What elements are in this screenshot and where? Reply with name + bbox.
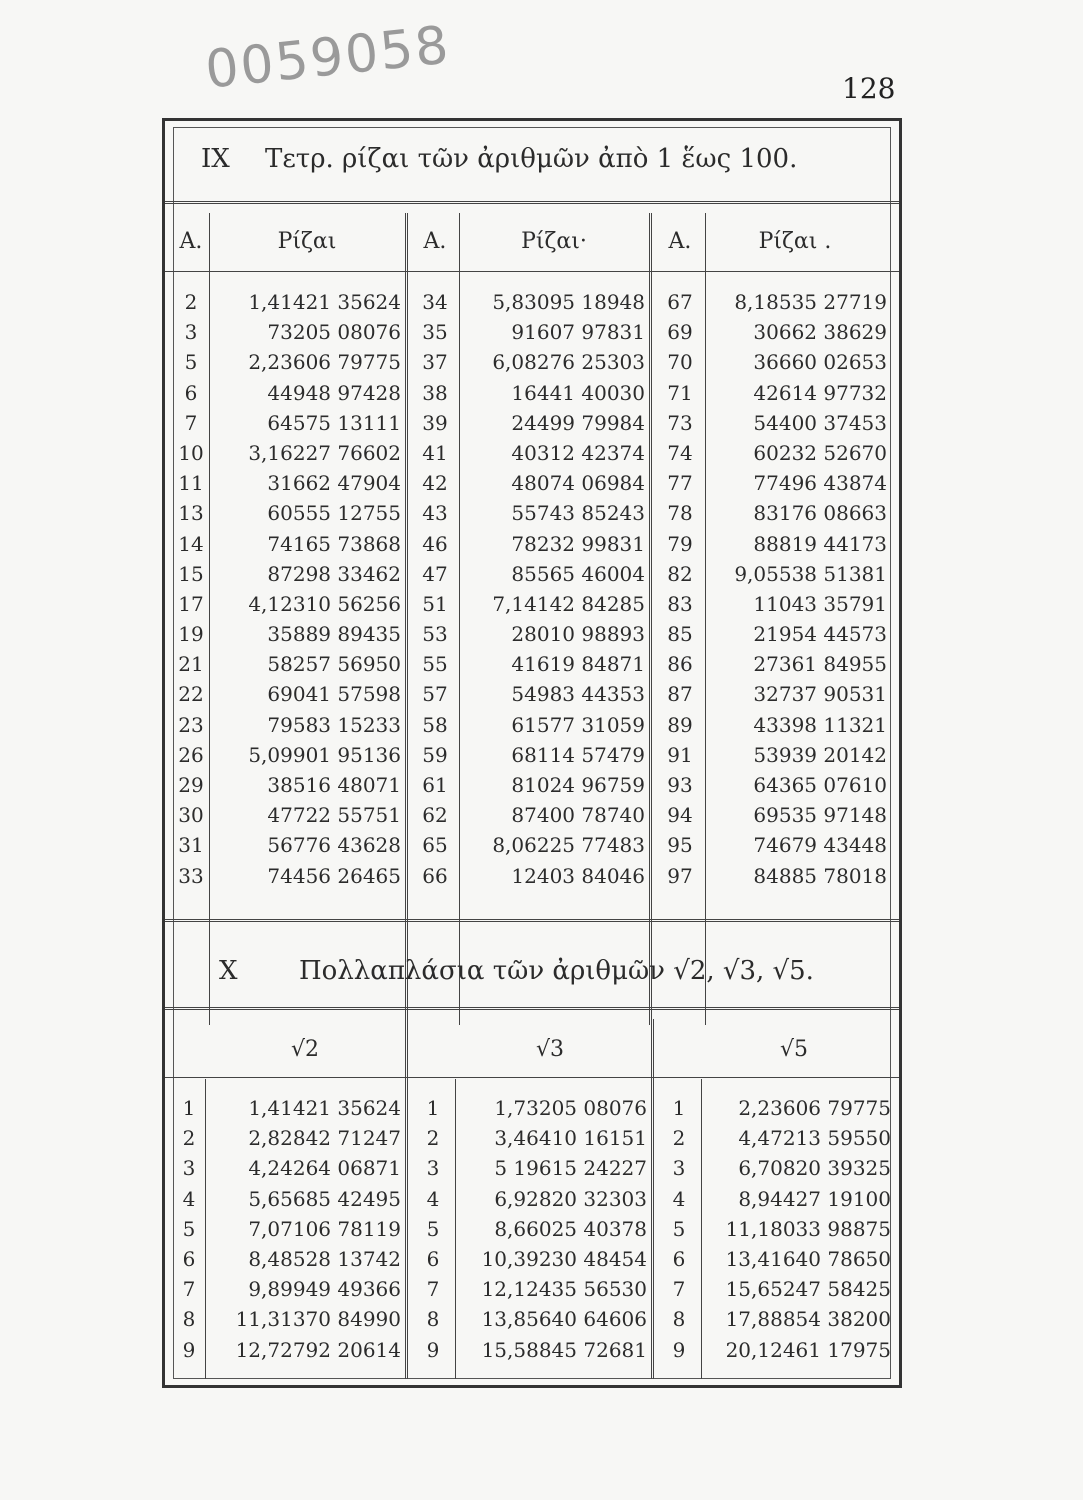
multiplier-cell: 5 (426, 1216, 440, 1241)
root-cell: 91607 97831 (511, 320, 645, 345)
root-cell: 2,23606 79775 (248, 350, 401, 375)
number-cell: 7 (184, 410, 198, 435)
number-cell: 22 (178, 682, 204, 707)
number-cell: 67 (667, 290, 693, 314)
table-x-header-sqrt3: √3 (535, 1037, 564, 1062)
table-ix-numbers-col-3 (655, 287, 705, 891)
root-cell: 6,08276 25303 (492, 350, 645, 375)
multiplier-cell: 6 (182, 1246, 196, 1271)
table-x-multipliers-col-3 (657, 1093, 701, 1365)
table-x-title: Πολλαπλάσια τῶν ἀριθμῶν √2, √3, √5. (299, 956, 814, 986)
sqrt2-cell: 9,89949 49366 (248, 1277, 401, 1302)
number-cell: 82 (667, 561, 693, 586)
root-cell: 16441 40030 (511, 380, 645, 405)
sqrt5-cell: 2,23606 79775 (738, 1096, 891, 1120)
number-cell: 58 (422, 712, 448, 737)
root-cell: 5,83095 18948 (492, 290, 645, 314)
table-x-rule (455, 1079, 456, 1379)
root-cell: 85565 46004 (511, 561, 645, 586)
root-cell: 44948 97428 (267, 380, 401, 405)
multiplier-cell: 5 (182, 1216, 196, 1241)
root-cell: 68114 57479 (511, 742, 645, 767)
root-cell: 83176 08663 (753, 501, 887, 526)
root-cell: 3,16227 76602 (248, 440, 401, 465)
sqrt2-cell: 4,24264 06871 (248, 1156, 401, 1181)
table-ix-header-a-3: Α. (668, 229, 692, 254)
root-cell: 27361 84955 (753, 652, 887, 677)
sqrt3-cell: 3,46410 16151 (494, 1126, 647, 1151)
number-cell: 51 (422, 591, 448, 616)
multiplier-cell: 3 (426, 1156, 440, 1181)
number-cell: 66 (422, 863, 448, 888)
number-cell: 34 (422, 290, 448, 314)
table-ix-double-rule (649, 213, 652, 1025)
sqrt5-cell: 6,70820 39325 (738, 1156, 891, 1181)
number-cell: 6 (184, 380, 198, 405)
number-cell: 33 (178, 863, 204, 888)
root-cell: 61577 31059 (511, 712, 645, 737)
root-cell: 74165 73868 (267, 531, 401, 556)
root-cell: 40312 42374 (511, 440, 645, 465)
multiplier-cell: 1 (182, 1096, 196, 1120)
root-cell: 55743 85243 (511, 501, 645, 526)
table-ix-roots-col-1 (215, 287, 401, 891)
root-cell: 9,05538 51381 (734, 561, 887, 586)
multiplier-cell: 1 (426, 1096, 440, 1120)
number-cell: 91 (667, 742, 693, 767)
table-ix-title-divider (165, 201, 899, 204)
number-cell: 13 (178, 501, 204, 526)
root-cell: 60555 12755 (267, 501, 401, 526)
sqrt3-cell: 10,39230 48454 (481, 1246, 647, 1271)
root-cell: 5,09901 95136 (248, 742, 401, 767)
table-x-number: X (219, 956, 238, 986)
number-cell: 69 (667, 320, 693, 345)
root-cell: 87298 33462 (267, 561, 401, 586)
multiplier-cell: 6 (672, 1246, 686, 1271)
root-cell: 12403 84046 (511, 863, 645, 888)
number-cell: 2 (184, 290, 198, 314)
root-cell: 30662 38629 (753, 320, 887, 345)
table-x-title-row (179, 949, 889, 993)
multiplier-cell: 7 (182, 1277, 196, 1302)
table-x-rule (205, 1079, 206, 1379)
number-cell: 86 (667, 652, 693, 677)
root-cell: 64365 07610 (753, 773, 887, 797)
sqrt2-cell: 2,82842 71247 (248, 1126, 401, 1151)
root-cell: 77496 43874 (753, 471, 887, 496)
number-cell: 41 (422, 440, 448, 465)
number-cell: 55 (422, 652, 448, 677)
table-x-sqrt2-col (211, 1093, 401, 1365)
root-cell: 64575 13111 (267, 410, 401, 435)
number-cell: 29 (178, 773, 204, 797)
root-cell: 8,18535 27719 (734, 290, 887, 314)
handwritten-note: 0059058 (202, 15, 454, 101)
sqrt3-cell: 15,58845 72681 (481, 1337, 647, 1362)
number-cell: 94 (667, 803, 693, 828)
sqrt5-cell: 17,88854 38200 (725, 1307, 891, 1332)
root-cell: 31662 47904 (267, 471, 401, 496)
number-cell: 61 (422, 773, 448, 797)
multiplier-cell: 8 (672, 1307, 686, 1332)
root-cell: 78232 99831 (511, 531, 645, 556)
multiplier-cell: 9 (182, 1337, 196, 1362)
root-cell: 87400 78740 (511, 803, 645, 828)
number-cell: 23 (178, 712, 204, 737)
multiplier-cell: 4 (672, 1186, 686, 1211)
root-cell: 47722 55751 (267, 803, 401, 828)
number-cell: 47 (422, 561, 448, 586)
number-cell: 74 (667, 440, 693, 465)
root-cell: 54983 44353 (511, 682, 645, 707)
root-cell: 32737 90531 (753, 682, 887, 707)
sqrt3-cell: 6,92820 32303 (494, 1186, 647, 1211)
number-cell: 43 (422, 501, 448, 526)
multiplier-cell: 3 (182, 1156, 196, 1181)
number-cell: 62 (422, 803, 448, 828)
multiplier-cell: 9 (672, 1337, 686, 1362)
number-cell: 11 (178, 471, 204, 496)
multiplier-cell: 2 (672, 1126, 686, 1151)
table-x-sqrt5-col (707, 1093, 891, 1365)
number-cell: 10 (178, 440, 204, 465)
number-cell: 37 (422, 350, 448, 375)
sqrt2-cell: 11,31370 84990 (235, 1307, 401, 1332)
number-cell: 87 (667, 682, 693, 707)
table-x-double-rule (405, 1019, 408, 1379)
multiplier-cell: 1 (672, 1096, 686, 1120)
table-x-header-divider (165, 1077, 899, 1078)
root-cell: 54400 37453 (753, 410, 887, 435)
table-ix-header-a-2: Α. (423, 229, 447, 254)
sqrt3-cell: 1,73205 08076 (494, 1096, 647, 1120)
number-cell: 5 (184, 350, 198, 375)
root-cell: 8,06225 77483 (492, 833, 645, 858)
number-cell: 73 (667, 410, 693, 435)
table-ix-title-row (179, 137, 889, 181)
multiplier-cell: 8 (426, 1307, 440, 1332)
root-cell: 21954 44573 (753, 622, 887, 647)
table-ix-number: IX (201, 144, 230, 174)
number-cell: 35 (422, 320, 448, 345)
number-cell: 83 (667, 591, 693, 616)
root-cell: 56776 43628 (267, 833, 401, 858)
root-cell: 48074 06984 (511, 471, 645, 496)
number-cell: 31 (178, 833, 204, 858)
number-cell: 79 (667, 531, 693, 556)
multiplier-cell: 7 (426, 1277, 440, 1302)
root-cell: 42614 97732 (753, 380, 887, 405)
multiplier-cell: 5 (672, 1216, 686, 1241)
multiplier-cell: 4 (182, 1186, 196, 1211)
sqrt5-cell: 8,94427 19100 (738, 1186, 891, 1211)
number-cell: 65 (422, 833, 448, 858)
root-cell: 73205 08076 (267, 320, 401, 345)
number-cell: 78 (667, 501, 693, 526)
number-cell: 38 (422, 380, 448, 405)
number-cell: 85 (667, 622, 693, 647)
number-cell: 26 (178, 742, 204, 767)
sqrt3-cell: 13,85640 64606 (481, 1307, 647, 1332)
sqrt3-cell: 12,12435 56530 (481, 1277, 647, 1302)
root-cell: 69535 97148 (753, 803, 887, 828)
number-cell: 46 (422, 531, 448, 556)
table-ix-double-rule (405, 213, 408, 1025)
number-cell: 21 (178, 652, 204, 677)
number-cell: 17 (178, 591, 204, 616)
root-cell: 11043 35791 (753, 591, 887, 616)
number-cell: 39 (422, 410, 448, 435)
sqrt2-cell: 5,65685 42495 (248, 1186, 401, 1211)
root-cell: 36660 02653 (753, 350, 887, 375)
number-cell: 57 (422, 682, 448, 707)
root-cell: 35889 89435 (267, 622, 401, 647)
multiplier-cell: 4 (426, 1186, 440, 1211)
sqrt3-cell: 5 19615 24227 (494, 1156, 647, 1181)
multiplier-cell: 2 (426, 1126, 440, 1151)
table-x-multipliers-col-2 (411, 1093, 455, 1365)
number-cell: 89 (667, 712, 693, 737)
root-cell: 4,12310 56256 (248, 591, 401, 616)
number-cell: 3 (184, 320, 198, 345)
table-ix-header-roots-2: Ρίζαι· (521, 229, 587, 254)
number-cell: 59 (422, 742, 448, 767)
sqrt5-cell: 15,65247 58425 (725, 1277, 891, 1302)
table-ix-bottom-divider (165, 919, 899, 922)
number-cell: 19 (178, 622, 204, 647)
table-x-multipliers-col-1 (173, 1093, 205, 1365)
table-ix-header-roots-1: Ρίζαι (277, 229, 337, 254)
root-cell: 81024 96759 (511, 773, 645, 797)
root-cell: 43398 11321 (753, 712, 887, 737)
root-cell: 53939 20142 (753, 742, 887, 767)
table-x-rule (701, 1079, 702, 1379)
root-cell: 7,14142 84285 (492, 591, 645, 616)
table-ix-numbers-col-2 (411, 287, 459, 891)
number-cell: 30 (178, 803, 204, 828)
root-cell: 84885 78018 (753, 863, 887, 888)
number-cell: 71 (667, 380, 693, 405)
root-cell: 24499 79984 (511, 410, 645, 435)
table-ix-numbers-col-1 (173, 287, 209, 891)
number-cell: 97 (667, 863, 693, 888)
multiplier-cell: 7 (672, 1277, 686, 1302)
root-cell: 1,41421 35624 (248, 290, 401, 314)
number-cell: 14 (178, 531, 204, 556)
table-ix-header-roots-3: Ρίζαι . (758, 229, 832, 254)
multiplier-cell: 8 (182, 1307, 196, 1332)
number-cell: 95 (667, 833, 693, 858)
table-x-sqrt3-col (461, 1093, 647, 1365)
number-cell: 53 (422, 622, 448, 647)
root-cell: 28010 98893 (511, 622, 645, 647)
root-cell: 58257 56950 (267, 652, 401, 677)
root-cell: 69041 57598 (267, 682, 401, 707)
root-cell: 79583 15233 (267, 712, 401, 737)
table-x-title-divider (165, 1007, 899, 1010)
table-ix-rule (459, 213, 460, 1025)
table-ix-roots-col-3 (711, 287, 887, 891)
multiplier-cell: 9 (426, 1337, 440, 1362)
sqrt3-cell: 8,66025 40378 (494, 1216, 647, 1241)
root-cell: 41619 84871 (511, 652, 645, 677)
number-cell: 42 (422, 471, 448, 496)
sqrt5-cell: 11,18033 98875 (725, 1216, 891, 1241)
number-cell: 70 (667, 350, 693, 375)
multiplier-cell: 6 (426, 1246, 440, 1271)
multiplier-cell: 3 (672, 1156, 686, 1181)
page-number: 128 (842, 72, 896, 105)
number-cell: 77 (667, 471, 693, 496)
root-cell: 60232 52670 (753, 440, 887, 465)
sqrt5-cell: 13,41640 78650 (725, 1246, 891, 1271)
sqrt2-cell: 7,07106 78119 (248, 1216, 401, 1241)
sqrt5-cell: 4,47213 59550 (738, 1126, 891, 1151)
number-cell: 15 (178, 561, 204, 586)
root-cell: 38516 48071 (267, 773, 401, 797)
multiplier-cell: 2 (182, 1126, 196, 1151)
table-ix-header-a-1: Α. (179, 229, 203, 254)
tables-frame (162, 118, 902, 1388)
sqrt2-cell: 1,41421 35624 (248, 1096, 401, 1120)
table-ix-rule (209, 213, 210, 1025)
sqrt2-cell: 8,48528 13742 (248, 1246, 401, 1271)
table-ix-rule (705, 213, 706, 1025)
root-cell: 88819 44173 (753, 531, 887, 556)
number-cell: 93 (667, 773, 693, 797)
root-cell: 74456 26465 (267, 863, 401, 888)
table-x-double-rule (651, 1019, 654, 1379)
root-cell: 74679 43448 (753, 833, 887, 858)
table-ix-title: Τετρ. ρίζαι τῶν ἀριθμῶν ἀπὸ 1 ἕως 100. (265, 144, 798, 174)
table-x-header-sqrt2: √2 (290, 1037, 319, 1062)
sqrt2-cell: 12,72792 20614 (235, 1337, 401, 1362)
sqrt5-cell: 20,12461 17975 (725, 1337, 891, 1362)
table-ix-header-divider (165, 271, 899, 272)
table-ix-roots-col-2 (465, 287, 645, 891)
table-x-header-sqrt5: √5 (779, 1037, 808, 1062)
